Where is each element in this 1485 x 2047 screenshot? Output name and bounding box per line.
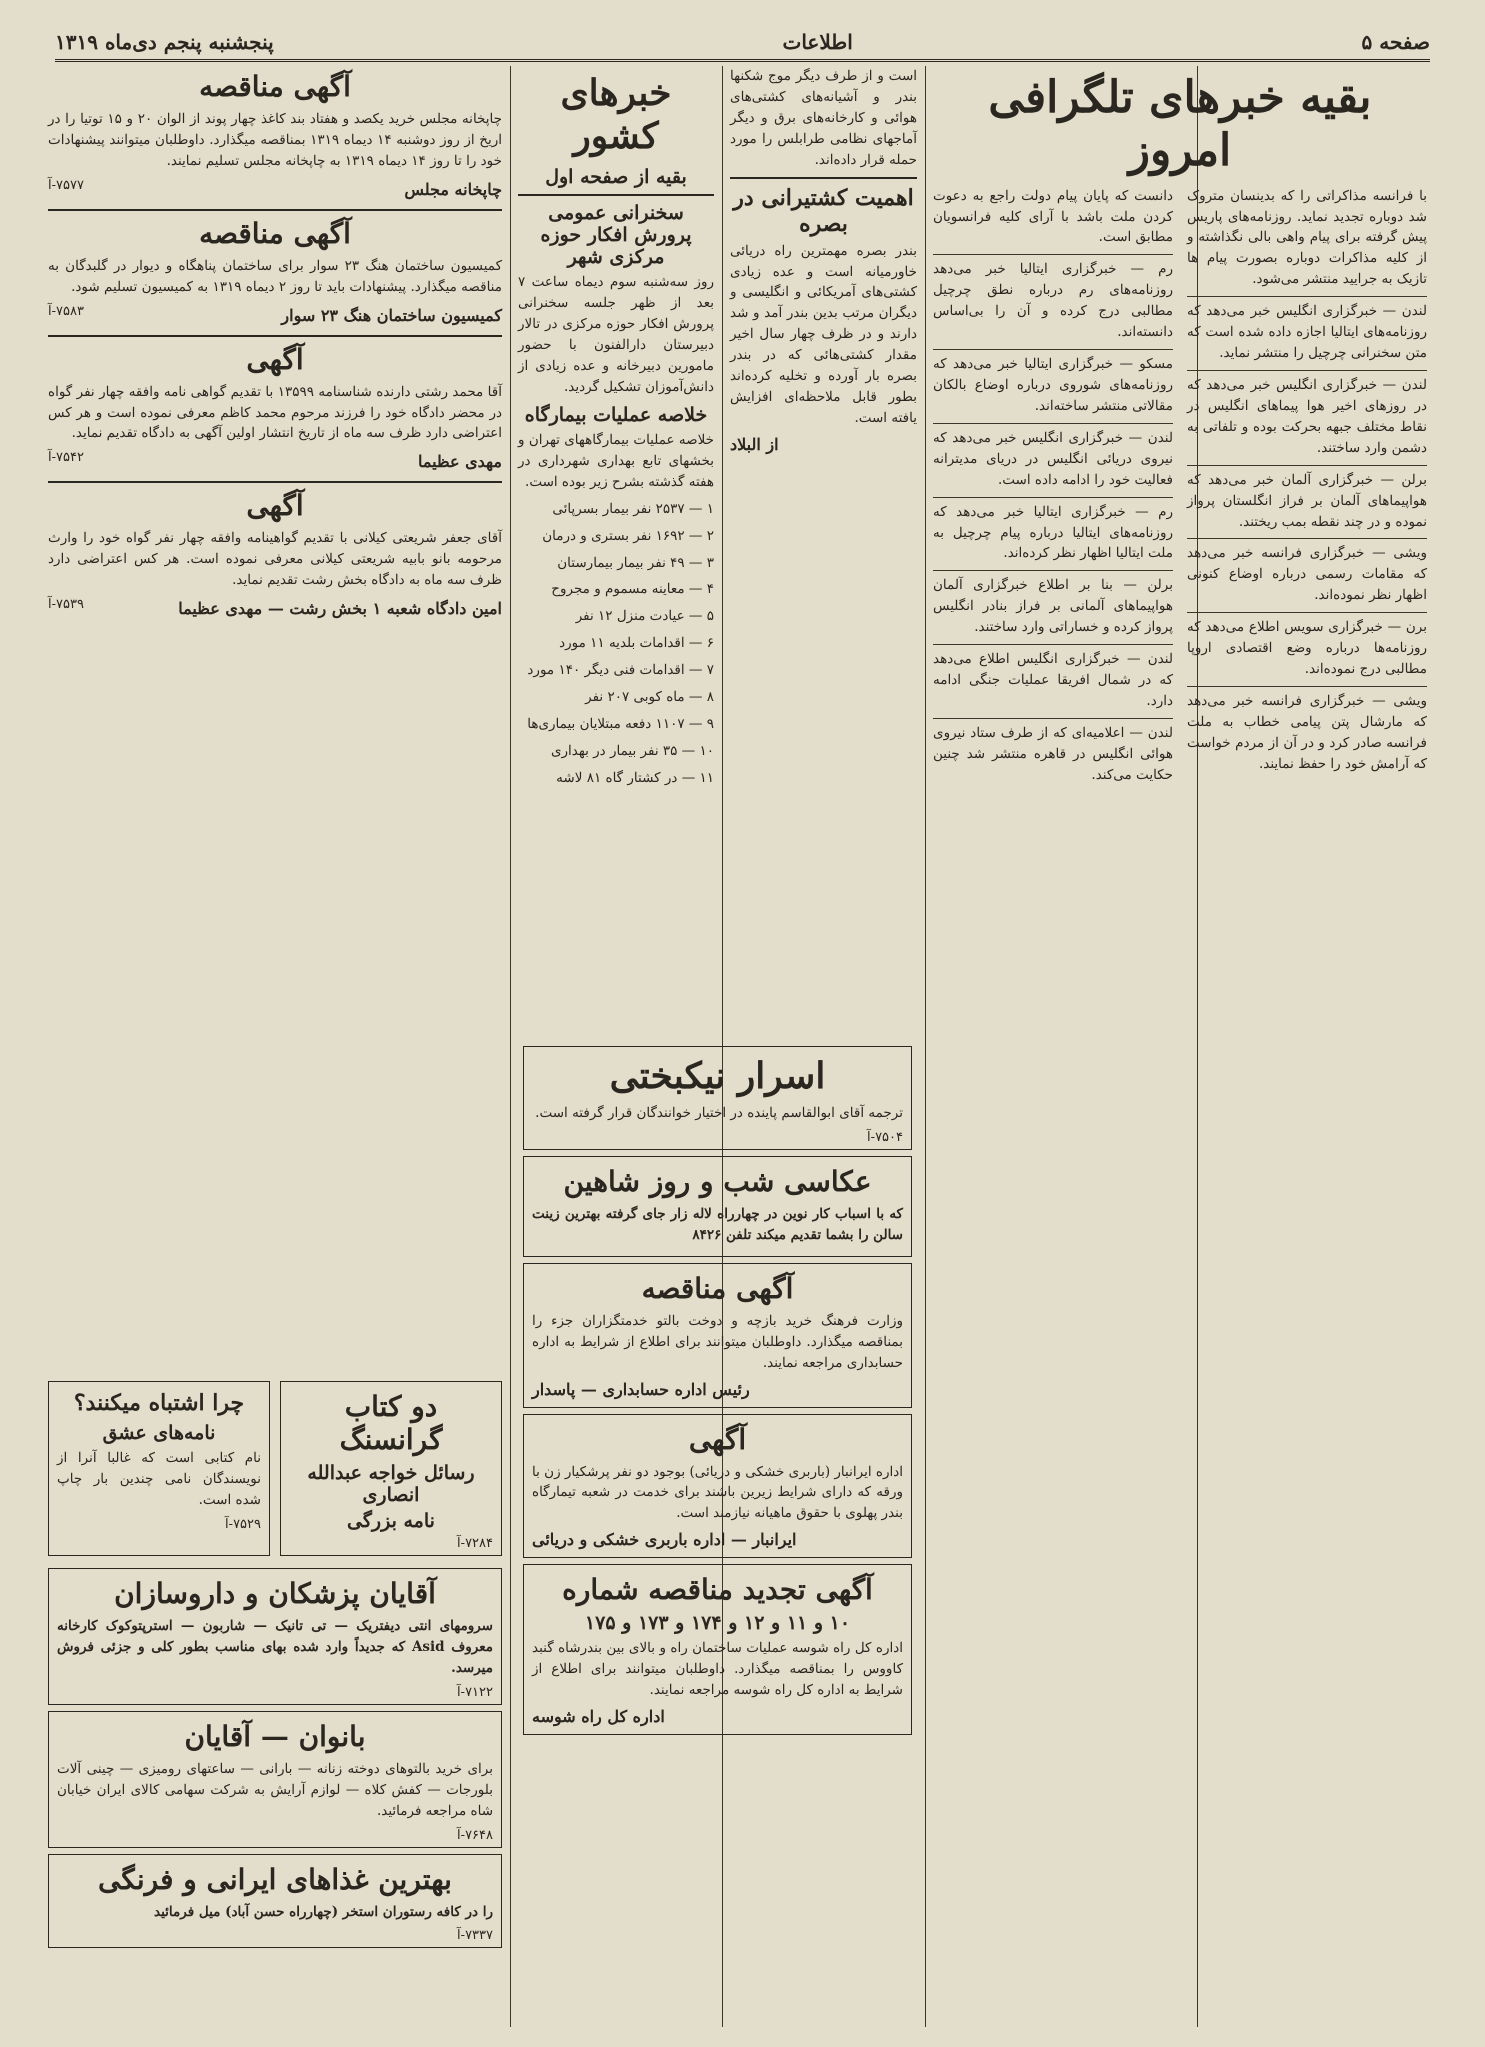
- news-paragraph: لندن — خبرگزاری انگلیس اطلاع می‌دهد که در شمال افریقا عملیات جنگی ادامه دارد.: [933, 644, 1173, 712]
- ad-body: که با اسباب کار نوین در چهارراه لاله زار جای گرفته بهترین زینت سالن را بشما تقدیم میکند تلفن ۸۴۲۶: [532, 1205, 903, 1243]
- news-paragraph: لندن — خبرگزاری انگلیس خبر می‌دهد که در روزهای اخیر هوا پیماهای انگلیس در نقاط مختلف جبهه بحرکت بوده و تلفاتی به دشمن وارد ساختند.: [1187, 370, 1427, 459]
- telegraph-headline: بقیه خبرهای تلگرافی امروز: [988, 72, 1372, 176]
- domestic-news-column: [510, 66, 722, 1056]
- ad-body: چاپخانه مجلس خرید یکصد و هفتاد بند کاغذ چهار پوند از الوان ۲۰ و ۱۵ توتیا را در اریخ از روز دوشنبه ۱۴ دیماه ۱۳۱۹ بمناقصه میگذارد. داوطلبان میتوانند پیشنهادات خود را تا روز ۱۴ دیماه ۱۳۱۹ به چاپخانه مجلس تسلیم نمایند.: [48, 111, 502, 169]
- book-title: نامه بزرگی: [347, 1510, 435, 1532]
- ad-code: ۷۵۸۳-آ: [48, 303, 84, 319]
- ad-body: اداره ایرانبار (باربری خشکی و دریائی) بوجود دو نفر پرشکیار زن با ورقه که دارای شرایط زیرین باشند برای خدمت در شعبه تیمارگاه بندر پهلوی با حقوق ماهیانه نیازمند است.: [532, 1463, 903, 1522]
- ad-code: ۷۵۳۹-آ: [48, 597, 84, 613]
- ad-body: نام کتابی است که غالبا آنرا از نویسندگان نامی چندین بار چاپ شده است.: [57, 1450, 261, 1508]
- masthead: [55, 25, 1430, 62]
- hospital-stats: [518, 499, 714, 789]
- stat-line: ۳ — ۴۹ نفر بیمار بیمارستان: [557, 554, 714, 571]
- paper-name: اطلاعات: [782, 30, 853, 54]
- ad-code: ۷۶۴۸-آ: [457, 1827, 493, 1843]
- stat-line: ۱۱ — در کشتار گاه ۸۱ لاشه: [556, 769, 714, 786]
- ad-code: ۷۵۲۹-آ: [225, 1516, 261, 1532]
- ad-body: کمیسیون ساختمان هنگ ۲۳ سوار برای ساختمان پناهگاه و دیوار در گلبدگان به مناقصه میگذارد. پیشنهادات باید تا روز ۲ دیماه ۱۳۱۹ به کمیسیون تسلیم شود.: [48, 257, 502, 295]
- ad-code: ۷۱۲۲-آ: [457, 1684, 493, 1700]
- basra-title: اهمیت کشتیرانی در بصره: [733, 184, 914, 237]
- hospital-body: خلاصه عملیات بیمارگاههای تهران و بخشهای تابع بهداری شهرداری در هفته گذشته بشرح زیر بوده است.: [518, 431, 714, 490]
- news-paragraph: رم — خبرگزاری ایتالیا خبر می‌دهد که روزنامه‌های ایتالیا درباره پیام چرچیل به ملت ایتالیا اظهار نظر کرده‌اند.: [933, 497, 1173, 565]
- ad-code: ۷۵۴۲-آ: [48, 450, 84, 466]
- news-paragraph: لندن — خبرگزاری انگلیس خبر می‌دهد که روزنامه‌های ایتالیا اجازه داده شده است که متن سخنرانی چرچیل را منتشر نماید.: [1187, 296, 1427, 364]
- ad-title: آگهی: [688, 1422, 747, 1456]
- ad-subtitle: نامه‌های عشق: [102, 1422, 216, 1444]
- ad-title: آگهی: [246, 342, 304, 376]
- renewal-numbers: ۱۰ و ۱۱ و ۱۲ و ۱۷۴ و ۱۷۳ و ۱۷۵: [584, 1612, 851, 1635]
- ad-body: سرومهای انتی دیفتریک — تی تانیک — شاربون — استرپتوکوک کارخانه معروف Asid که جدیداً وارد شده بهای مناسب بطور کلی و جزئی فروش میرسد.: [57, 1618, 493, 1676]
- news-paragraph: ویشی — خبرگزاری فرانسه خبر می‌دهد که مقامات رسمی درباره اوضاع کنونی اظهار نظر نموده‌اند.: [1187, 538, 1427, 606]
- lower-left-ads: [40, 1375, 510, 2030]
- divider: [48, 209, 502, 211]
- news-paragraph: برن — خبرگزاری سویس اطلاع می‌دهد که روزنامه‌ها درباره وضع اقتصادی اروپا مطالبی درج نموده‌اند.: [1187, 612, 1427, 680]
- stat-line: ۸ — ماه کوبی ۲۰۷ نفر: [585, 689, 714, 706]
- ad-body: اداره کل راه شوسه عملیات ساختمان راه و بالای بین بندرشاه گنبد کاووس را بمناقصه میگذارد. داوطلبان میتوانند برای اطلاع از شرایط به اداره کل راه شوسه مراجعه نمایند.: [532, 1640, 903, 1699]
- ad-signature: کمیسیون ساختمان هنگ ۲۳ سوار: [281, 305, 502, 325]
- ad-signature: امین دادگاه شعبه ۱ بخش رشت — مهدی عظیما: [178, 599, 502, 619]
- ad-code: ۷۲۸۴-آ: [457, 1536, 493, 1551]
- book-title: رسائل خواجه عبدالله انصاری: [307, 1462, 475, 1506]
- news-paragraph: رم — خبرگزاری ایتالیا خبر می‌دهد روزنامه‌های رم درباره نطق چرچیل مطالبی درج کرده و آن را بی‌اساس دانسته‌اند.: [933, 254, 1173, 343]
- domestic-subhead: بقیه از صفحه اول: [545, 166, 687, 189]
- ad-code: ۷۵۷۷-آ: [48, 177, 84, 193]
- date-line: پنجشنبه پنجم دی‌ماه ۱۳۱۹: [55, 30, 274, 54]
- news-paragraph: مسکو — خبرگزاری ایتالیا خبر می‌دهد که روزنامه‌های شوروی درباره اوضاع بالکان مقالاتی منتشر ساخته‌اند.: [933, 349, 1173, 417]
- hospital-title: خلاصه عملیات بیمارگاه: [524, 403, 708, 426]
- divider: [730, 177, 917, 179]
- ad-box-pharma: [48, 1568, 502, 1705]
- stat-line: ۲ — ۱۶۹۲ نفر بستری و درمان: [542, 527, 714, 544]
- lecture-body: روز سه‌شنبه سوم دیماه ساعت ۷ بعد از ظهر جلسه سخنرانی پرورش افکار حوزه مرکزی در تالار دبیرستان دارالفنون با حضور مامورین دبیرخانه و عده زیادی از دانش‌آموزان تشکیل گردید.: [518, 274, 714, 395]
- ad-body: آقای جعفر شریعتی کیلانی با تقدیم گواهینامه وافقه چهار نفر گواه خود را وارث مرحومه بانو بابیه شریعتی کیلانی معرفی نموده است. هر کس اعتراضی دارد ظرف سه ماه به دادگاه بخش رشت تقدیم نماید.: [48, 530, 502, 589]
- ad-box-tender: [523, 1263, 912, 1408]
- ad-box-photo: [523, 1156, 912, 1257]
- stat-line: ۹ — ۱۱۰۷ دفعه مبتلایان بیماری‌ها: [527, 716, 714, 733]
- middle-ads-block: [515, 1040, 920, 2030]
- ad-signature: ایرانبار — اداره باربری خشکی و دریائی: [532, 1530, 797, 1550]
- ad-title: اسرار نیکبختی: [609, 1055, 826, 1097]
- ad-title: آگهی تجدید مناقصه شماره: [562, 1573, 873, 1607]
- stat-line: ۵ — عیادت منزل ۱۲ نفر: [575, 608, 714, 625]
- divider: [48, 335, 502, 337]
- ad-title: چرا اشتباه میکنند؟: [73, 1390, 245, 1416]
- news-paragraph: لندن — اعلامیه‌ای که از طرف ستاد نیروی هوائی انگلیس در قاهره منتشر شد چنین حکایت می‌کند.: [933, 718, 1173, 786]
- domestic-headline: خبرهای کشور: [560, 72, 672, 158]
- page-number: صفحه ۵: [1361, 30, 1430, 54]
- ad-title: آقایان پزشکان و داروسازان: [114, 1577, 436, 1610]
- basra-body: بندر بصره مهمترین راه دریائی خاورمیانه است و عده زیادی کشتی‌های آمریکائی و انگلیسی و دیگران مرتب بدین بندر آمد و شد دارند و در ظرف چهار سال اخیر مقدار کشتی‌هائی که در بندر بصره بار آورده و تخلیه کرده‌اند بطور قابل ملاحظه‌ای افزایش یافته است.: [730, 242, 917, 426]
- ad-body: وزارت فرهنگ خرید بازچه و دوخت بالتو خدمتگزاران جزء را بمناقصه میگذارد. داوطلبان میتوانند برای اطلاع از شرایط به اداره حسابداری مراجعه نمایند.: [532, 1312, 903, 1371]
- news-paragraph: دانست که پایان پیام دولت راجع به دعوت کردن ملت باشد با آرای کلیه فرانسویان مطابق است.: [933, 187, 1173, 246]
- news-paragraph: لندن — خبرگزاری انگلیس خبر می‌دهد که نیروی دریائی انگلیس در دریای مدیترانه فعالیت خود را ادامه داده است.: [933, 423, 1173, 491]
- ad-title: آگهی مناقصه: [641, 1271, 794, 1305]
- stat-line: ۷ — اقدامات فنی دیگر ۱۴۰ مورد: [527, 662, 714, 679]
- ad-body: را در کافه رستوران استخر (چهارراه حسن آباد) میل فرمائید: [153, 1903, 493, 1920]
- ad-code: ۷۵۰۴-آ: [867, 1129, 903, 1145]
- ads-column: [40, 66, 510, 1366]
- basra-column: [722, 66, 925, 1096]
- ad-body: آقا محمد رشتی دارنده شناسنامه ۱۳۵۹۹ با تقدیم گواهی نامه وافقه چهار نفر گواه در محضر دادگاه خود را فرزند مرحوم محمد کاظم معرفی نموده است و هر کس اعتراضی دارد ظرف سه ماه از تاریخ انتشار اولین آگهی به دادگاه تقدیم نماید.: [48, 383, 503, 442]
- news-paragraph: است و از طرف دیگر موج شکنها بندر و آشیانه‌های کشتی‌های هوائی و کارخانه‌های برق و دیگر آماجهای نظامی طرابلس را مورد حمله قرار داده‌اند.: [730, 68, 917, 168]
- news-paragraph: برلن — خبرگزاری آلمان خبر می‌دهد که هواپیماهای آلمان بر فراز انگلستان پرواز نموده و در چند نقطه بمب ریختند.: [1187, 465, 1427, 533]
- ad-title: بانوان — آقایان: [184, 1719, 366, 1753]
- ad-signature: چاپخانه مجلس: [404, 179, 502, 199]
- ad-box-women: [48, 1711, 502, 1848]
- stat-line: ۱ — ۲۵۳۷ نفر بیمار بسرپائی: [552, 500, 714, 517]
- ad-title: آگهی: [246, 489, 304, 523]
- ad-title: دو کتاب گرانسنگ: [339, 1390, 443, 1456]
- ad-title: آگهی مناقصه: [199, 70, 351, 103]
- ad-box-books: [280, 1381, 502, 1556]
- divider: [48, 481, 502, 483]
- ad-body: ترجمه آقای ابوالقاسم پاینده در اختیار خوانندگان قرار گرفته است.: [535, 1105, 903, 1121]
- news-paragraph: با فرانسه مذاکراتی را که بدینسان متروک شد دوباره تجدید نماید. روزنامه‌های پاریس پیش گرفته برای پیام واهی بالی نگذاشته و از کلیه مذاکرات دوباره بصورت پیام ها تازیک به جرایید منتشر می‌شود.: [1187, 187, 1427, 288]
- news-paragraph: ویشی — خبرگزاری فرانسه خبر می‌دهد که مارشال پتن پیامی خطاب به ملت فرانسه صادر کرد و در آن از مردم خواست که آرامش خود را حفظ نمایند.: [1187, 686, 1427, 775]
- ad-signature: رئیس اداره حسابداری — پاسدار: [532, 1379, 750, 1399]
- ad-box-why: [48, 1381, 270, 1556]
- stat-line: ۴ — معاینه مسموم و مجروح: [551, 581, 714, 598]
- telegraph-news-column: [925, 66, 1435, 1196]
- ad-box-notice: [523, 1414, 912, 1559]
- stat-line: ۱۰ — ۳۵ نفر بیمار در بهداری: [550, 742, 714, 759]
- ad-code: ۷۳۳۷-آ: [457, 1928, 493, 1944]
- ad-signature: اداره کل راه شوسه: [532, 1707, 665, 1727]
- lecture-title: سخنرانی عمومی پرورش افکار حوزه مرکزی شهر: [540, 202, 692, 269]
- ad-title: بهترین غذاهای ایرانی و فرنگی: [98, 1862, 452, 1896]
- ad-title: آگهی مناقصه: [199, 216, 351, 250]
- ad-box-food: [48, 1854, 502, 1949]
- news-paragraph: برلن — بنا بر اطلاع خبرگزاری آلمان هواپیماهای آلمانی بر فراز بنادر انگلیس پرواز کرده و خساراتی وارد ساختند.: [933, 570, 1173, 638]
- ad-body: برای خرید بالتوهای دوخته زنانه — بارانی — ساعتهای رومیزی — چینی آلات بلورجات — کفش کلاه — لوازم آرایش به شرکت سهامی کالای ایران خیابان شاه مراجعه فرمائید.: [57, 1760, 493, 1819]
- ad-box-nikbakhti: [523, 1046, 912, 1150]
- divider: [518, 194, 714, 196]
- ad-title: عکاسی شب و روز شاهین: [563, 1164, 872, 1198]
- stat-line: ۶ — اقدامات بلدیه ۱۱ مورد: [559, 635, 714, 652]
- ad-signature: مهدی عظیما: [417, 452, 502, 472]
- basra-source: از البلاد: [730, 434, 779, 454]
- ad-box-renewal: [523, 1564, 912, 1735]
